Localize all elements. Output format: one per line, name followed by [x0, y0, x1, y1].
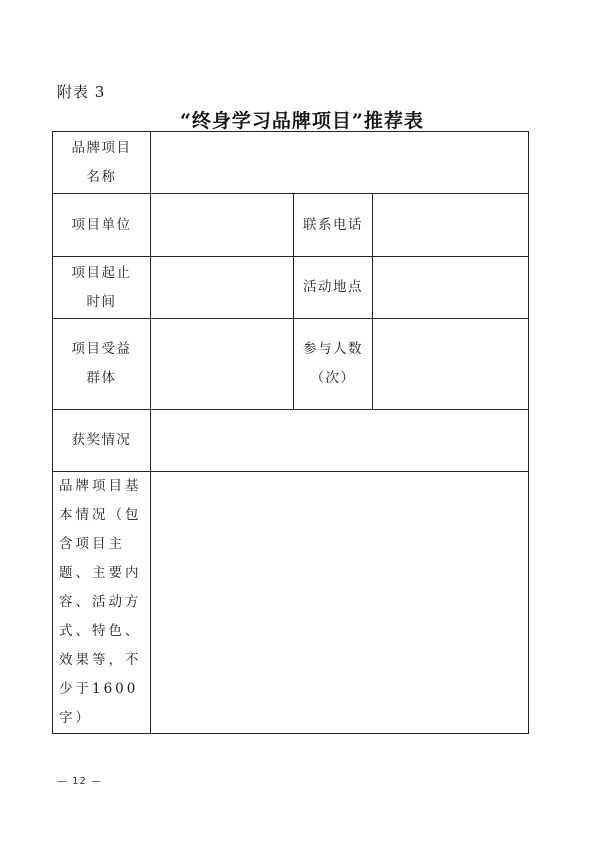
participants-field[interactable] [373, 319, 529, 410]
appendix-label: 附表 3 [57, 83, 106, 101]
recommendation-form-table [52, 131, 529, 734]
project-unit-field[interactable] [151, 194, 294, 257]
table-row [53, 472, 529, 734]
contact-phone-label: 联系电话 [294, 194, 373, 257]
project-period-label: 项目起止 时间 [53, 257, 151, 319]
awards-field[interactable] [151, 410, 529, 472]
page-number: — 12 — [57, 776, 103, 787]
table-row [53, 194, 529, 257]
basic-info-label: 品牌项目基本情况（包含项目主题、主要内容、活动方式、特色、效果等，不少于1600字） [53, 472, 151, 734]
project-unit-label: 项目单位 [53, 194, 151, 257]
contact-phone-field[interactable] [373, 194, 529, 257]
table-row [53, 410, 529, 472]
table-row [53, 319, 529, 410]
participants-label: 参与人数 （次） [294, 319, 373, 410]
basic-info-field[interactable] [151, 472, 529, 734]
beneficiaries-label: 项目受益 群体 [53, 319, 151, 410]
project-name-field[interactable] [151, 132, 529, 194]
activity-location-field[interactable] [373, 257, 529, 319]
form-title: “终身学习品牌项目”推荐表 [180, 110, 424, 132]
table-row [53, 132, 529, 194]
activity-location-label: 活动地点 [294, 257, 373, 319]
awards-label: 获奖情况 [53, 410, 151, 472]
project-period-field[interactable] [151, 257, 294, 319]
project-name-label: 品牌项目 名称 [53, 132, 151, 194]
beneficiaries-field[interactable] [151, 319, 294, 410]
table-row [53, 257, 529, 319]
